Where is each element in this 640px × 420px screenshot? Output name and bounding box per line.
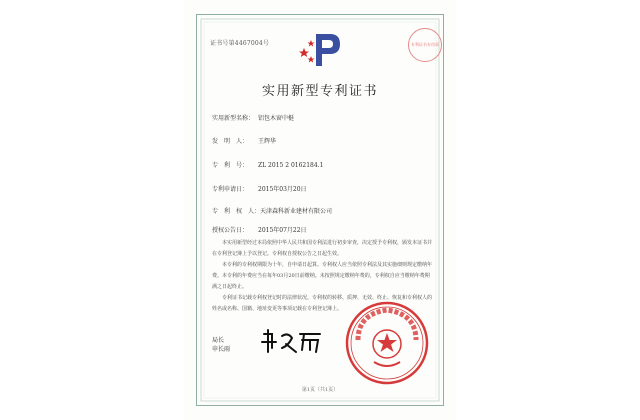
- certificate-title: 实用新型专利证书: [261, 84, 378, 99]
- field-value: ZL 2015 2 0162184.1: [258, 162, 324, 169]
- field-label: 授权公告日：: [212, 227, 249, 234]
- field-value: 王辉华: [258, 138, 277, 145]
- field-label: 实用新型名称：: [212, 115, 255, 122]
- field-value: 2015年03月20日: [258, 186, 307, 193]
- field-value: 2015年07月22日: [258, 227, 307, 234]
- field-label: 专利申请日：: [212, 186, 249, 193]
- field-row: [212, 113, 294, 122]
- field-value: 铝包木窗中梃: [258, 115, 295, 122]
- director-name: 申长雨: [212, 346, 231, 353]
- top-stamp: [408, 28, 442, 62]
- top-stamp-text: 专利证书专用章: [411, 42, 439, 47]
- official-seal: [344, 300, 430, 386]
- field-row: [212, 225, 307, 234]
- field-label: 专 利 权 人：: [212, 208, 261, 215]
- sipo-logo-icon: [296, 30, 344, 70]
- field-row: [212, 136, 276, 145]
- field-label: 专 利 号：: [212, 162, 249, 169]
- field-row: [212, 206, 332, 215]
- body-paragraph: 本专利的专利权期限为十年，自申请日起算。专利权人应当依照专利法及其实施细则规定缴纳年费。本专利的年费应当在每年03月20日前缴纳。未按照规定缴纳年费的，专利权自应当缴纳年费期满之日起终止。: [212, 262, 433, 290]
- field-label: 发 明 人：: [212, 138, 249, 145]
- field-row: [212, 184, 307, 193]
- certificate-number: 证书号第4467004号: [210, 40, 270, 47]
- body-paragraph: 本实用新型经过本局依照中华人民共和国专利法进行初步审查，决定授予专利权，颁发本证书并在专利登记簿上予以登记。专利权自授权公告之日起生效。: [212, 240, 433, 257]
- field-row: [212, 160, 323, 169]
- director-signature: [258, 326, 328, 356]
- field-value: 天津森科新业建材有限公司: [260, 208, 333, 215]
- page-footer: 第1页（共1页）: [301, 387, 339, 393]
- body-paragraph: 专利证书记载专利权登记时的法律状况。专利权的转移、质押、无效、终止、恢复和专利权人的姓名或名称、国籍、地址变更等事项记载在专利登记簿上。: [212, 295, 433, 312]
- director-role: 局长: [212, 337, 225, 344]
- director-title: [212, 336, 230, 354]
